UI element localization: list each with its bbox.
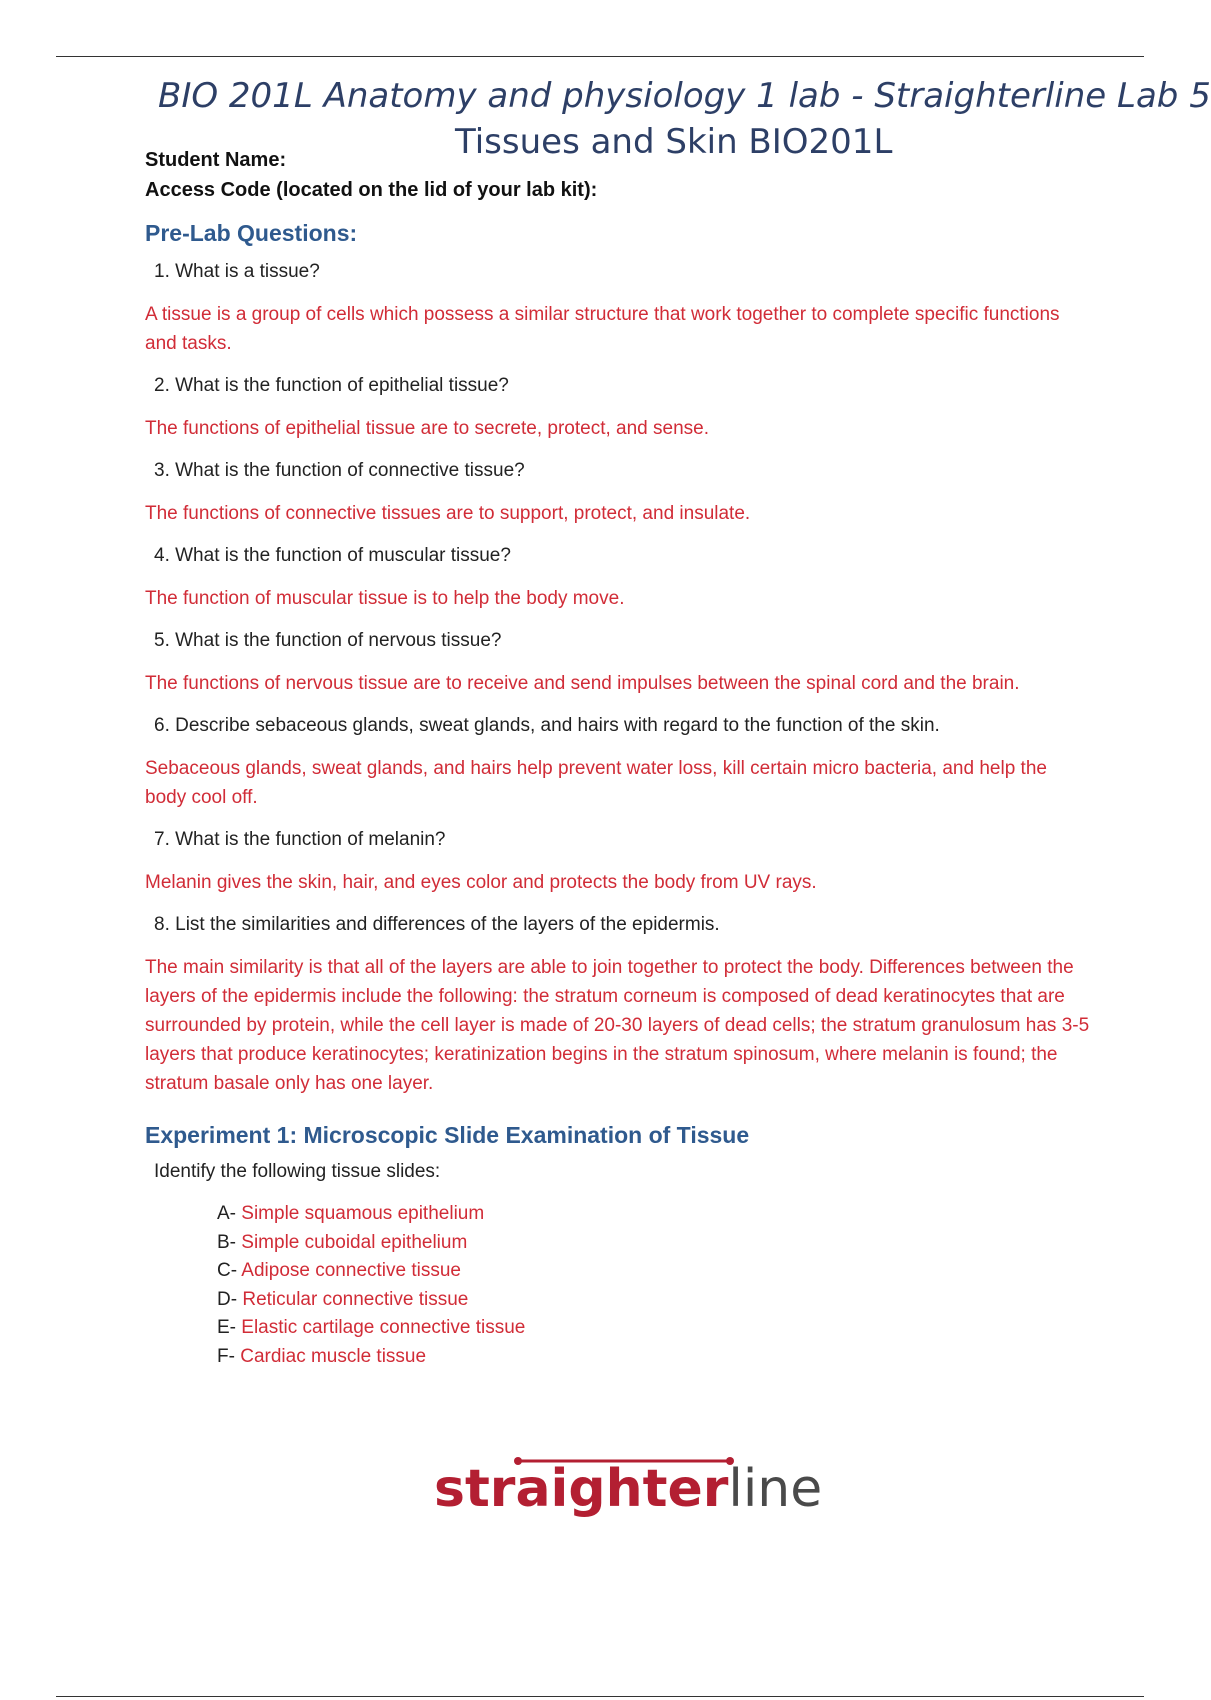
list-item: [217, 1229, 1090, 1258]
slide-letter: A-: [217, 1203, 236, 1224]
slide-answer-list: [145, 1200, 1090, 1371]
question-5: 5. What is the function of nervous tissue?: [154, 630, 502, 651]
page-title: BIO 201L Anatomy and physiology 1 lab - Straighterline Lab 5: [158, 76, 1211, 116]
slide-letter: D-: [217, 1288, 238, 1310]
answer-3: The functions of connective tissues are to support, protect, and insulate.: [145, 503, 751, 524]
question-6: 6. Describe sebaceous glands, sweat glands, and hairs with regard to the function of the skin.: [154, 715, 940, 736]
slide-letter: F-: [217, 1345, 235, 1367]
answer-1: A tissue is a group of cells which possess a similar structure that work together to complete specific functions and tasks.: [145, 304, 1060, 354]
question-2: 2. What is the function of epithelial tissue?: [154, 375, 509, 396]
experiment1-instruction: Identify the following tissue slides:: [154, 1161, 441, 1182]
logo-text-bold: straighter: [434, 1459, 729, 1519]
page-subtitle: Tissues and Skin BIO201L: [455, 122, 893, 162]
slide-tissue: Simple cuboidal epithelium: [241, 1231, 468, 1253]
list-item: [217, 1200, 1090, 1229]
question-4: 4. What is the function of muscular tissue?: [154, 545, 511, 566]
answer-4: The function of muscular tissue is to help the body move.: [145, 588, 625, 609]
answer-5: The functions of nervous tissue are to receive and send impulses between the spinal cord and the brain.: [145, 673, 1020, 694]
slide-tissue: Reticular connective tissue: [242, 1288, 469, 1310]
access-code-label: Access Code (located on the lid of your lab kit):: [145, 179, 598, 201]
answer-8: The main similarity is that all of the layers are able to join together to protect the body. Differences between the layers of the epidermis include the following: the stratum corneum is composed of dead keratinocytes that are surrounded by protein, while the cell layer is made of 20-30 layers of dead cells; the stratum granulosum has 3-5 layers that produce keratinocytes; keratinization begins in the stratum spinosum, where melanin is found; the stratum basale only has one layer.: [145, 957, 1090, 1094]
document-body: [145, 146, 1090, 1371]
slide-tissue: Adipose connective tissue: [241, 1260, 461, 1281]
bottom-rule: [56, 1696, 1144, 1697]
logo-wordmark: [434, 1459, 822, 1519]
slide-tissue: Elastic cartilage connective tissue: [241, 1317, 526, 1338]
list-item: [217, 1314, 1090, 1343]
student-name-label: Student Name:: [145, 149, 287, 171]
slide-letter: E-: [217, 1317, 236, 1338]
list-item: [217, 1257, 1090, 1286]
answer-6: Sebaceous glands, sweat glands, and hairs help prevent water loss, kill certain micro bacteria, and help the body cool off.: [145, 758, 1047, 808]
list-item: [217, 1286, 1090, 1315]
list-item: [217, 1343, 1090, 1372]
straighterline-logo: [432, 1440, 823, 1530]
slide-tissue: Simple squamous epithelium: [241, 1203, 485, 1224]
question-1: 1. What is a tissue?: [154, 261, 320, 282]
logo-text-light: line: [728, 1459, 823, 1519]
top-rule: [56, 56, 1144, 57]
answer-2: The functions of epithelial tissue are to secrete, protect, and sense.: [145, 418, 709, 439]
experiment1-heading: Experiment 1: Microscopic Slide Examination of Tissue: [145, 1122, 750, 1148]
slide-letter: C-: [217, 1260, 238, 1281]
question-3: 3. What is the function of connective tissue?: [154, 460, 525, 481]
logo-graphic: [432, 1440, 823, 1530]
prelab-heading: Pre-Lab Questions:: [145, 220, 358, 246]
slide-letter: B-: [217, 1231, 236, 1253]
question-8: 8. List the similarities and differences of the layers of the epidermis.: [154, 914, 720, 935]
slide-tissue: Cardiac muscle tissue: [240, 1345, 427, 1367]
question-7: 7. What is the function of melanin?: [154, 829, 446, 850]
answer-7: Melanin gives the skin, hair, and eyes color and protects the body from UV rays.: [145, 872, 817, 893]
